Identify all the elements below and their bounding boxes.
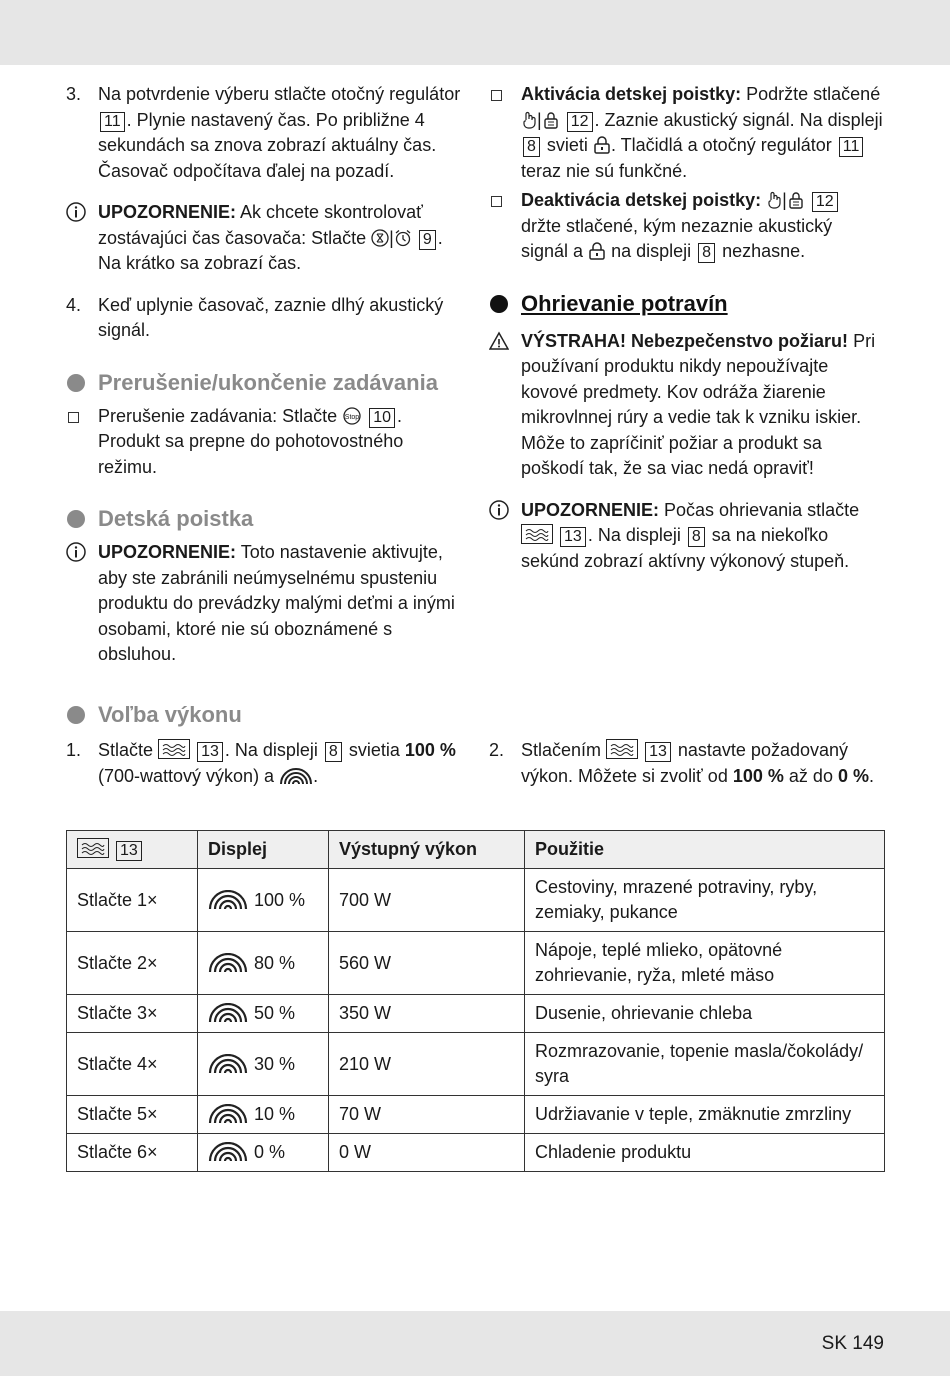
note-child-lock: UPOZORNENIE: Toto nastavenie aktivujte, aby ste zabránili neúmyselnému spusteniu produktu do prevádzky malými deťmi a inými osobami, ktoré nie sú oboznámené s obsluhou. [66,540,461,668]
header-band [0,0,950,65]
key-11: 11 [839,137,864,157]
stop-icon [342,407,362,425]
cell-display: 30 % [198,1033,329,1096]
cell-press: Stlačte 4× [67,1033,198,1096]
footer-band [0,1311,950,1376]
cell-use: Chladenie produktu [525,1134,885,1172]
table-row [67,869,885,932]
power-level-icon [208,1142,248,1162]
key-13: 13 [197,742,223,762]
left-column [66,82,461,684]
heading-child-lock: Detská poistka [66,504,461,534]
checkbox-square-icon [491,90,502,101]
cell-use: Cestoviny, mrazené potraviny, ryby, zemiaky, pukance [525,869,885,932]
cell-press: Stlačte 1× [67,869,198,932]
cell-press: Stlačte 2× [67,932,198,995]
cell-power: 70 W [329,1096,525,1134]
right-column [489,82,884,590]
child-lock-activate: Aktivácia detskej poistky: Podržte stlačené | 12 . Zaznie akustický signál. Na displeji 8 svieti . Tlačidlá a otočný regulátor 11 teraz nie sú funkčné. [489,82,884,184]
key-12: 12 [812,192,838,212]
heading-interrupt: Prerušenie/ukončenie zadávania [66,368,461,398]
header-key: 13 [67,831,198,869]
bullet-dot-icon [490,295,508,313]
page-number: SK 149 [821,1333,884,1354]
cell-display: 80 % [198,932,329,995]
power-level-icon [208,890,248,910]
interrupt-item: Prerušenie zadávania: Stlačte Stop 10 . Produkt sa prepne do pohotovostného režimu. [66,404,461,481]
table-row [67,1033,885,1096]
heading-power: Voľba výkonu [66,700,242,730]
power-level-icon [208,1003,248,1023]
cell-power: 350 W [329,995,525,1033]
power-step-1: 1. Stlačte 13 . Na displeji 8 svietia 100 % (700-wattový výkon) a . [66,740,456,786]
table-header-row [67,831,885,869]
lock-closed-icon [588,242,606,260]
table-row [67,932,885,995]
microwave-power-icon [77,838,109,858]
hand-press-icon [521,111,537,129]
note-heating: UPOZORNENIE: Počas ohrievania stlačte 13 . Na displeji 8 sa na niekoľko sekúnd zobrazí aktívny výkonový stupeň. [489,498,884,575]
header-use: Použitie [525,831,885,869]
key-8: 8 [698,243,715,263]
step-3: 3. Na potvrdenie výberu stlačte otočný regulátor 11 . Plynie nastavený čas. Po približne 4 sekundách sa znova zobrazí aktuálny čas. Časovač odpočítava ďalej na pozadí. [66,84,461,181]
cell-display: 10 % [198,1096,329,1134]
bullet-dot-icon [67,374,85,392]
info-icon [66,202,86,222]
cell-display: 100 % [198,869,329,932]
cell-use: Nápoje, teplé mlieko, opätovné zohrievanie, ryža, mleté mäso [525,932,885,995]
key-8: 8 [523,137,540,157]
timer-icon [371,229,389,247]
key-11: 11 [100,112,125,132]
key-12: 12 [567,112,593,132]
table-row [67,1134,885,1172]
checkbox-square-icon [68,412,79,423]
key-8: 8 [688,527,705,547]
child-lock-deactivate: Deaktivácia detskej poistky: | 12 držte stlačené, kým nezaznie akustický signál a na displeji 8 nezhasne. [489,188,884,265]
cell-display: 50 % [198,995,329,1033]
cell-use: Dusenie, ohrievanie chleba [525,995,885,1033]
key-8: 8 [325,742,342,762]
cell-press: Stlačte 5× [67,1096,198,1134]
step-4: 4. Keď uplynie časovač, zaznie dlhý akustický signál. [66,294,444,340]
header-display: Displej [198,831,329,869]
heading-heating: Ohrievanie potravín [489,289,884,319]
warning-triangle-icon [489,331,509,351]
microwave-power-icon [158,739,190,759]
cell-use: Rozmrazovanie, topenie masla/čokolády/ syra [525,1033,885,1096]
key-9: 9 [419,230,436,250]
cell-press: Stlačte 3× [67,995,198,1033]
note-timer: UPOZORNENIE: Ak chcete skontrolovať zostávajúci čas časovača: Stlačte | 9 . Na krátko sa zobrazí čas. [66,200,461,277]
lock-icon [787,191,805,209]
lock-closed-icon [593,136,611,154]
power-step-2: 2. Stlačením 13 nastavte požadovaný výkon. Môžete si zvoliť od 100 % až do 0 %. [489,740,875,786]
header-power: Výstupný výkon [329,831,525,869]
hand-press-icon [766,191,782,209]
info-icon [66,542,86,562]
cell-power: 700 W [329,869,525,932]
table-row [67,995,885,1033]
power-level-icon [208,1054,248,1074]
info-icon [489,500,509,520]
power-level-icon [208,953,248,973]
key-13: 13 [560,527,586,547]
cell-power: 560 W [329,932,525,995]
microwave-power-icon [606,739,638,759]
power-table [66,830,885,1172]
key-13: 13 [645,742,671,762]
power-level-icon [279,765,313,785]
lock-icon [542,111,560,129]
cell-use: Udržiavanie v teple, zmäknutie zmrzliny [525,1096,885,1134]
cell-press: Stlačte 6× [67,1134,198,1172]
warning-fire: VÝSTRAHA! Nebezpečenstvo požiaru! Pri používaní produktu nikdy nepoužívajte kovové predmety. Kov odráža žiarenie mikrovlnnej rúry a vedie tak k vzniku iskier. Môže to zapríčiniť požiar a produkt sa poškodí tak, že sa viac nedá opraviť! [489,329,884,482]
power-level-icon [208,1104,248,1124]
cell-display: 0 % [198,1134,329,1172]
key-10: 10 [369,408,395,428]
alarm-clock-icon [394,229,412,247]
cell-power: 0 W [329,1134,525,1172]
checkbox-square-icon [491,196,502,207]
bullet-dot-icon [67,510,85,528]
svg-text:Stop: Stop [344,413,360,421]
bullet-dot-icon [67,706,85,724]
table-row [67,1096,885,1134]
cell-power: 210 W [329,1033,525,1096]
microwave-power-icon [521,524,553,544]
